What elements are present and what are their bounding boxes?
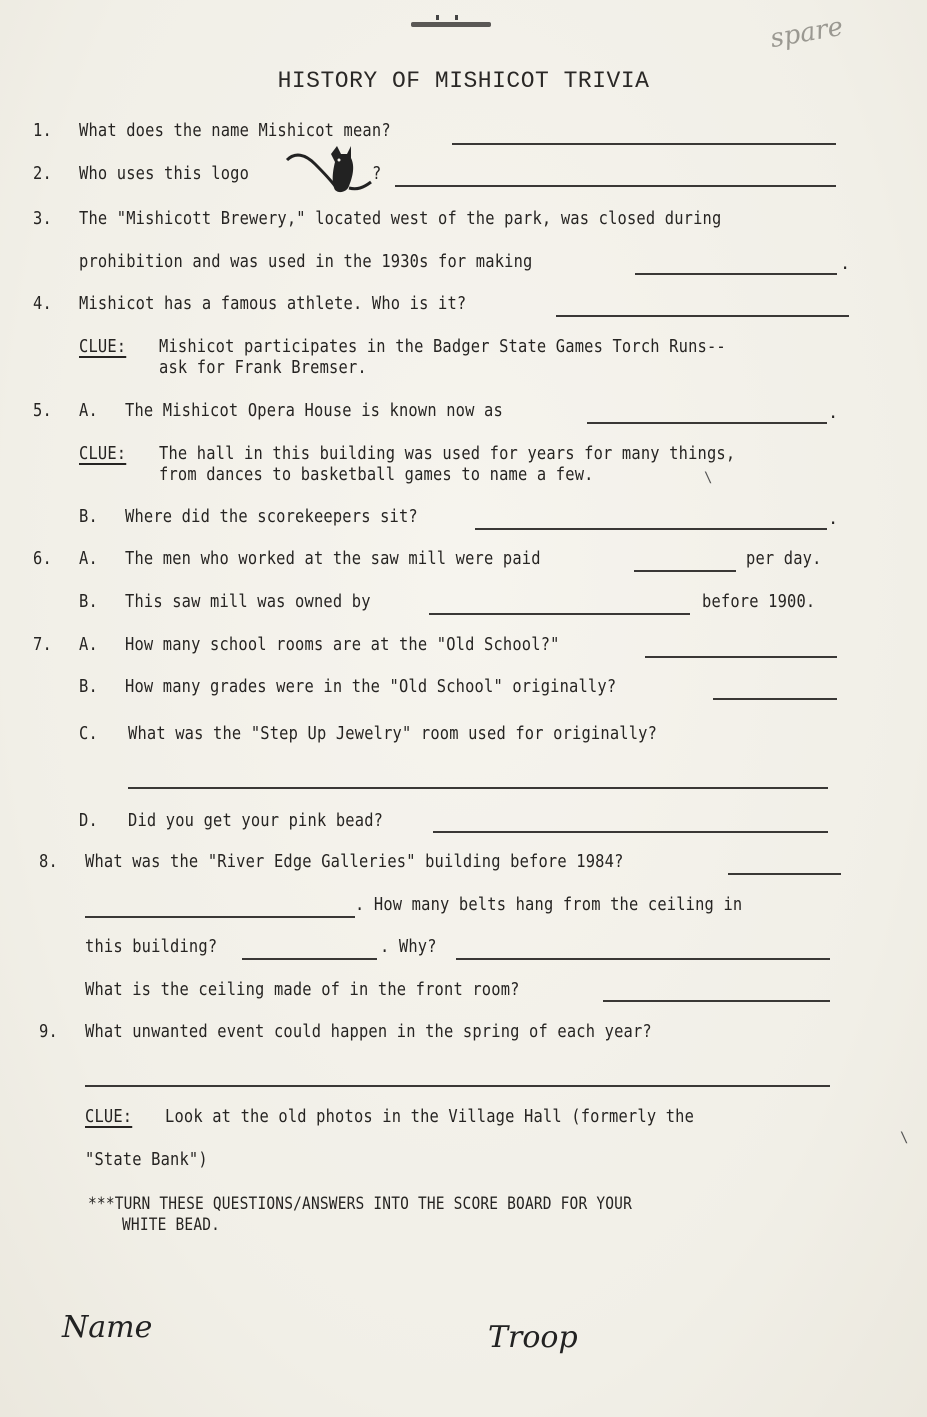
q7c-label: C. — [79, 724, 98, 744]
q9-clue-line2: "State Bank") — [85, 1150, 208, 1170]
q5a-period: . — [828, 403, 839, 423]
q6-number: 6. — [33, 549, 52, 569]
q7a-answer-blank[interactable] — [645, 656, 837, 658]
q7d-answer-blank[interactable] — [433, 831, 828, 833]
q4-text: Mishicot has a famous athlete. Who is it? — [79, 294, 467, 314]
q8-ceiling-blank[interactable] — [603, 1000, 830, 1002]
q7b-label: B. — [79, 677, 98, 697]
q4-answer-blank[interactable] — [556, 315, 849, 317]
q2-question-mark: ? — [372, 164, 382, 184]
clue-label: CLUE: — [85, 1107, 133, 1127]
q2-answer-blank[interactable] — [395, 185, 836, 187]
q7c-text: What was the "Step Up Jewelry" room used for originally? — [128, 724, 658, 744]
clue-label: CLUE: — [79, 337, 127, 357]
q7b-text: How many grades were in the "Old School" originally? — [125, 677, 617, 697]
q5-clue-label-wrap — [79, 444, 126, 464]
q9-clue-label-wrap — [85, 1107, 132, 1127]
q5a-label: A. — [79, 401, 98, 421]
q6b-text: This saw mill was owned by — [125, 592, 371, 612]
staple-dot — [436, 15, 439, 20]
q7-number: 7. — [33, 635, 52, 655]
instruction-line2: WHITE BEAD. — [122, 1215, 221, 1234]
q6a-after: per day. — [746, 549, 822, 569]
handwritten-troop: Troop — [488, 1320, 578, 1355]
q7d-text: Did you get your pink bead? — [128, 811, 384, 831]
staple-dot — [455, 15, 458, 20]
q5a-text: The Mishicot Opera House is known now as — [125, 401, 503, 421]
q5b-label: B. — [79, 507, 98, 527]
q5-clue-line1: The hall in this building was used for years for many things, — [159, 444, 736, 464]
q8-line4: What is the ceiling made of in the front room? — [85, 980, 520, 1000]
staple-mark — [411, 22, 491, 27]
pencil-note: spare — [767, 11, 846, 55]
q9-clue-line1: Look at the old photos in the Village Hall (formerly the — [165, 1107, 695, 1127]
instruction-line1: ***TURN THESE QUESTIONS/ANSWERS INTO THE SCORE BOARD FOR YOUR — [88, 1194, 632, 1213]
q7b-answer-blank[interactable] — [713, 698, 837, 700]
q4-clue-line1: Mishicot participates in the Badger State Games Torch Runs-- — [159, 337, 726, 357]
q3-period: . — [840, 254, 851, 274]
q3-line2: prohibition and was used in the 1930s for making — [79, 252, 533, 272]
q8-number: 8. — [39, 852, 58, 872]
q5b-answer-blank[interactable] — [475, 528, 827, 530]
q7d-label: D. — [79, 811, 98, 831]
q8-belts-blank[interactable] — [242, 958, 377, 960]
q8-building-blank-1[interactable] — [728, 873, 841, 875]
q7a-text: How many school rooms are at the "Old School?" — [125, 635, 560, 655]
q2-text: Who uses this logo — [79, 164, 250, 184]
q4-clue-line2: ask for Frank Bremser. — [159, 358, 367, 378]
q8-line3a: this building? — [85, 937, 218, 957]
q5-clue-line2: from dances to basketball games to name a few. — [159, 465, 594, 485]
q9-text: What unwanted event could happen in the spring of each year? — [85, 1022, 652, 1042]
q9-number: 9. — [39, 1022, 58, 1042]
stray-mark: \ — [900, 1130, 909, 1146]
q4-clue-label — [79, 337, 126, 357]
q5-number: 5. — [33, 401, 52, 421]
q6a-answer-blank[interactable] — [634, 570, 736, 572]
q6b-label: B. — [79, 592, 98, 612]
q8-building-blank-2[interactable] — [85, 916, 355, 918]
q6b-answer-blank[interactable] — [429, 613, 690, 615]
q6a-label: A. — [79, 549, 98, 569]
q8-line1: What was the "River Edge Galleries" building before 1984? — [85, 852, 624, 872]
q8-line3b: . Why? — [380, 937, 437, 957]
q6a-text: The men who worked at the saw mill were paid — [125, 549, 541, 569]
q2-number: 2. — [33, 164, 52, 184]
q1-answer-blank[interactable] — [452, 143, 836, 145]
q1-number: 1. — [33, 121, 52, 141]
q8-why-blank[interactable] — [456, 958, 830, 960]
q6b-after: before 1900. — [702, 592, 816, 612]
q4-number: 4. — [33, 294, 52, 314]
q3-line1: The "Mishicott Brewery," located west of the park, was closed during — [79, 209, 722, 229]
q1-text: What does the name Mishicot mean? — [79, 121, 391, 141]
q7a-label: A. — [79, 635, 98, 655]
q3-answer-blank[interactable] — [635, 273, 837, 275]
q9-answer-blank[interactable] — [85, 1085, 830, 1087]
handwritten-name: Name — [62, 1310, 153, 1345]
q5b-text: Where did the scorekeepers sit? — [125, 507, 418, 527]
q7c-answer-blank[interactable] — [128, 787, 828, 789]
q5b-period: . — [828, 509, 839, 529]
q3-number: 3. — [33, 209, 52, 229]
stray-mark: \ — [704, 470, 713, 486]
q5a-answer-blank[interactable] — [587, 422, 827, 424]
clue-label: CLUE: — [79, 444, 127, 464]
q8-line2: . How many belts hang from the ceiling in — [355, 895, 743, 915]
page-title: HISTORY OF MISHICOT TRIVIA — [277, 68, 650, 94]
